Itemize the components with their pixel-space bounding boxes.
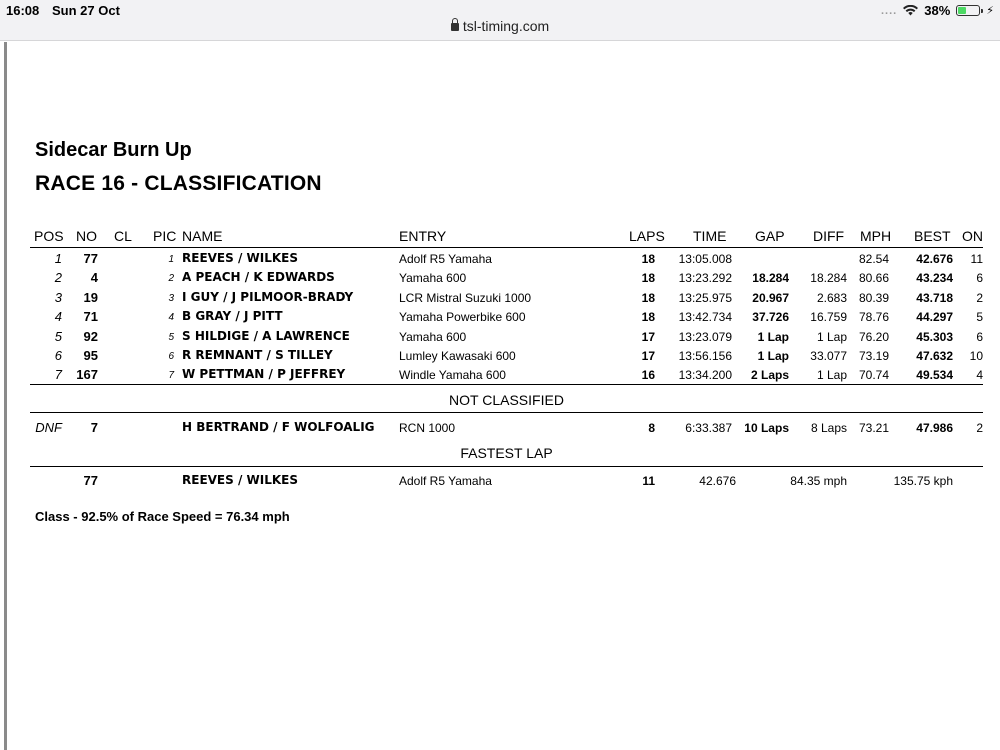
not-classified-label: NOT CLASSIFIED (449, 392, 564, 408)
cell-mph: 82.54 (858, 252, 889, 266)
cell-best: 47.632 (916, 349, 953, 363)
cell-best: 43.234 (916, 271, 953, 286)
fastest-lap-name: REEVES / WILKES (182, 473, 298, 487)
cell-diff: 33.077 (810, 349, 847, 363)
table-row[interactable] (0, 289, 1000, 308)
cell-pos: 4 (54, 309, 62, 325)
cell-on: 11 (970, 252, 983, 266)
cell-laps: 17 (641, 329, 655, 344)
cell-name: W PETTMAN / P JEFFREY (182, 367, 346, 382)
cell-name: REEVES / WILKES (182, 251, 298, 265)
section-divider (30, 384, 983, 385)
fastest-lap-kph: 135.75 kph (893, 474, 953, 488)
cell-pic: 3 (168, 292, 174, 304)
fastest-lap-mph: 84.35 mph (790, 474, 847, 488)
cell-no: 4 (90, 270, 98, 286)
table-row[interactable] (0, 328, 1000, 347)
cell-gap: 1 Lap (757, 329, 789, 344)
cell-time: 13:05.008 (678, 252, 732, 266)
header-laps: LAPS (629, 228, 665, 244)
cell-laps: 16 (641, 368, 655, 383)
cell-best: 47.986 (916, 421, 953, 435)
cell-gap: 18.284 (752, 271, 789, 286)
fastest-lap-entry: Adolf R5 Yamaha (399, 474, 492, 488)
cell-no: 71 (83, 309, 98, 325)
header-diff: DIFF (813, 228, 845, 244)
cell-pic: 6 (168, 351, 174, 362)
cell-best: 42.676 (916, 252, 953, 266)
cell-name: R REMNANT / S TILLEY (182, 348, 333, 362)
cell-on: 2 (976, 290, 983, 305)
cell-no: 77 (83, 251, 98, 266)
cell-entry: Yamaha Powerbike 600 (399, 310, 526, 325)
cell-best: 43.718 (916, 290, 953, 305)
cell-time: 13:23.079 (678, 329, 732, 344)
cell-pos: DNF (35, 420, 62, 435)
table-row-dnf[interactable] (0, 419, 1000, 438)
cell-diff: 1 Lap (816, 329, 847, 344)
cell-mph: 80.39 (858, 290, 889, 305)
cell-on: 2 (976, 421, 983, 435)
table-row[interactable] (0, 269, 1000, 288)
cell-pic: 2 (168, 273, 174, 285)
header-pic: PIC (153, 228, 177, 244)
page-left-border (4, 42, 7, 750)
address-bar[interactable] (0, 18, 1000, 34)
race-title: RACE 16 - CLASSIFICATION (35, 172, 322, 195)
battery-percent: 38% (924, 3, 951, 18)
section-divider (30, 466, 983, 467)
lock-icon (451, 23, 459, 31)
event-title: Sidecar Burn Up (35, 139, 192, 161)
cell-pic: 1 (168, 254, 174, 265)
cell-pic: 5 (168, 331, 174, 343)
cell-mph: 73.19 (858, 349, 889, 363)
cell-time: 6:33.387 (685, 421, 732, 435)
header-divider (30, 247, 983, 248)
cell-entry: LCR Mistral Suzuki 1000 (399, 290, 532, 305)
cell-entry: Lumley Kawasaki 600 (399, 349, 516, 363)
cell-time: 13:34.200 (678, 368, 732, 383)
header-on: ON (962, 228, 983, 244)
header-cl: CL (114, 228, 132, 244)
cell-time: 13:25.975 (678, 290, 732, 305)
cell-diff: 18.284 (810, 271, 847, 286)
address-url[interactable]: tsl-timing.com (462, 18, 550, 34)
status-time: 16:08 (6, 3, 40, 18)
cell-gap: 20.967 (752, 290, 789, 305)
table-row[interactable] (0, 347, 1000, 366)
cell-laps: 18 (641, 271, 655, 286)
cell-no: 92 (83, 328, 98, 344)
cell-time: 13:23.292 (678, 271, 732, 286)
fastest-lap-no: 77 (83, 473, 98, 488)
cell-name: I GUY / J PILMOOR-BRADY (182, 289, 354, 304)
cell-best: 49.534 (916, 368, 953, 383)
header-mph: MPH (860, 228, 892, 244)
signal-icon: .... (881, 4, 898, 17)
cell-no: 167 (76, 367, 98, 383)
cell-time: 13:42.734 (678, 310, 732, 325)
cell-on: 5 (976, 310, 983, 325)
cell-pos: 3 (54, 289, 62, 305)
cell-no: 7 (90, 420, 98, 435)
cell-time: 13:56.156 (678, 349, 732, 363)
cell-pic: 4 (168, 312, 174, 324)
cell-laps: 18 (641, 290, 655, 305)
header-best: BEST (914, 228, 951, 244)
fastest-lap-label: FASTEST LAP (460, 445, 553, 461)
cell-pos: 6 (54, 348, 62, 363)
cell-on: 4 (976, 368, 983, 383)
cell-name: A PEACH / K EDWARDS (182, 270, 335, 285)
cell-best: 44.297 (916, 310, 953, 325)
cell-pos: 1 (54, 251, 62, 266)
cell-on: 10 (969, 349, 983, 363)
cell-on: 6 (976, 329, 983, 344)
section-divider (30, 412, 983, 413)
cell-gap: 1 Lap (757, 349, 789, 363)
cell-gap: 37.726 (752, 310, 789, 325)
class-speed-note: Class - 92.5% of Race Speed = 76.34 mph (35, 509, 290, 524)
fastest-lap-lap: 11 (642, 474, 655, 488)
cell-no: 19 (83, 289, 98, 305)
cell-entry: Windle Yamaha 600 (399, 368, 506, 383)
cell-pos: 7 (54, 367, 62, 383)
cell-name: S HILDIGE / A LAWRENCE (182, 328, 350, 343)
cell-entry: Adolf R5 Yamaha (399, 252, 492, 266)
status-date: Sun 27 Oct (52, 3, 120, 18)
header-time: TIME (693, 228, 727, 244)
header-gap: GAP (755, 228, 785, 244)
cell-no: 95 (83, 348, 98, 363)
cell-name: H BERTRAND / F WOLFOALIG (182, 420, 375, 434)
fastest-lap-row[interactable] (0, 472, 1000, 491)
header-entry: ENTRY (399, 228, 447, 244)
status-indicators (881, 3, 994, 18)
cell-best: 45.303 (916, 329, 953, 344)
results-page (0, 42, 1000, 750)
table-row[interactable] (0, 250, 1000, 269)
cell-diff: 16.759 (810, 310, 847, 325)
cell-entry: RCN 1000 (399, 421, 456, 435)
cell-gap: 2 Laps (750, 368, 789, 383)
cell-pic: 7 (168, 370, 174, 382)
cell-mph: 80.66 (858, 271, 889, 286)
cell-entry: Yamaha 600 (399, 329, 467, 344)
cell-laps: 18 (641, 310, 655, 325)
cell-mph: 76.20 (858, 329, 889, 344)
cell-gap: 10 Laps (744, 421, 789, 435)
header-pos: POS (34, 228, 64, 244)
cell-laps: 17 (641, 349, 655, 363)
fastest-lap-time: 42.676 (699, 474, 736, 488)
cell-mph: 70.74 (858, 368, 889, 383)
cell-diff: 1 Lap (816, 368, 847, 383)
cell-diff: 2.683 (816, 290, 847, 305)
cell-laps: 8 (648, 421, 655, 435)
cell-mph: 73.21 (858, 421, 889, 435)
cell-mph: 78.76 (858, 310, 889, 325)
battery-level (958, 7, 966, 14)
header-name: NAME (182, 228, 223, 244)
cell-laps: 18 (641, 252, 655, 266)
table-row[interactable] (0, 308, 1000, 327)
header-no: NO (76, 228, 97, 244)
battery-icon (956, 5, 980, 16)
cell-pos: 5 (54, 328, 62, 344)
wifi-icon (903, 5, 918, 16)
charging-icon: ⚡ (986, 5, 994, 17)
cell-entry: Yamaha 600 (399, 271, 467, 286)
status-bar (0, 0, 1000, 41)
cell-name: B GRAY / J PITT (182, 309, 283, 324)
cell-pos: 2 (54, 270, 62, 286)
cell-on: 6 (976, 271, 983, 286)
cell-diff: 8 Laps (810, 421, 847, 435)
table-row[interactable] (0, 366, 1000, 385)
